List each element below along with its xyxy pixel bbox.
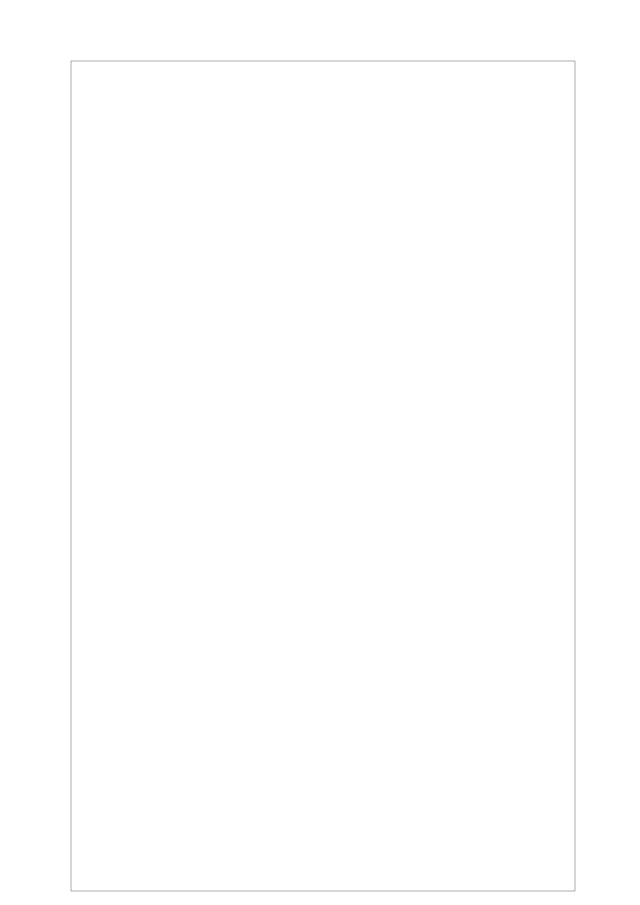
table-frame bbox=[71, 61, 575, 891]
